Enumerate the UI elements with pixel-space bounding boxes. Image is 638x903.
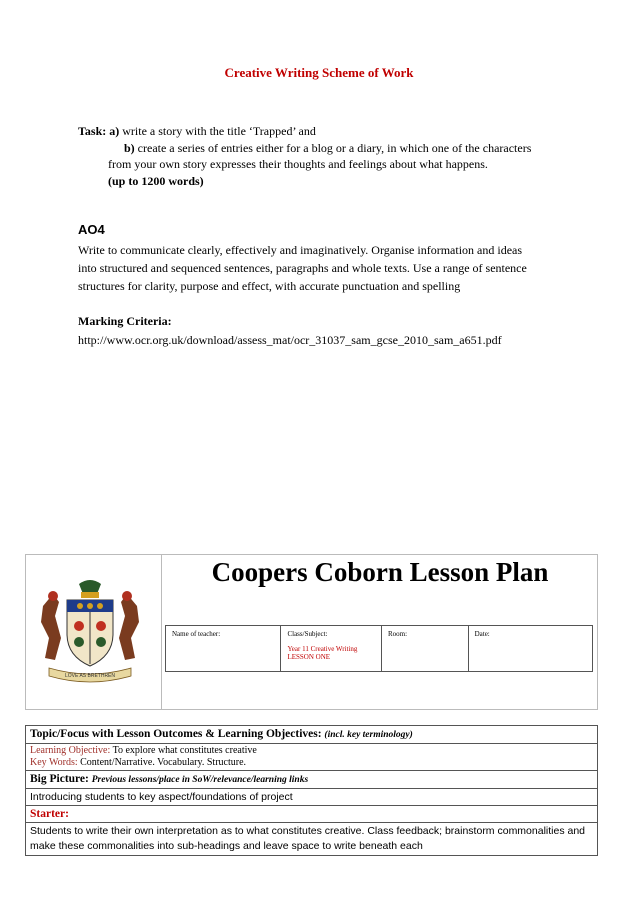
school-crest-cell	[25, 554, 162, 710]
starter-text: Students to write their own interpretation as to what constitutes creative. Class feedback; brainstorm commonalities and make these commonalities into sub-headings and leave space to write beneath each	[30, 825, 586, 852]
task-section	[78, 123, 531, 189]
big-picture-row	[26, 771, 597, 789]
marking-criteria-link[interactable]: http://www.ocr.org.uk/download/assess_mat/ocr_31037_sam_gcse_2010_sam_a651.pdf	[78, 333, 502, 347]
ao4-heading: AO4	[78, 222, 105, 237]
lesson-info-table	[165, 625, 593, 672]
ao4-line: into structured and sequenced sentences, paragraphs and whole texts. Use a range of sentence	[78, 261, 527, 275]
ao4-line: Write to communicate clearly, effectively and imaginatively. Organise information and ideas	[78, 243, 523, 257]
school-crest-logo	[35, 576, 145, 688]
task-label: Task:	[78, 124, 107, 138]
big-picture-text-row[interactable]	[26, 789, 597, 806]
task-b-continuation: from your own story expresses their thoughts and feelings about what happens.	[108, 157, 488, 171]
document-title: Creative Writing Scheme of Work	[224, 65, 414, 80]
room-cell[interactable]	[382, 626, 469, 671]
task-a-label: a)	[109, 124, 120, 138]
class-label: Class/Subject:	[287, 630, 328, 638]
starter-row	[26, 806, 597, 823]
word-limit: (up to 1200 words)	[108, 173, 204, 188]
marking-criteria-heading: Marking Criteria:	[78, 314, 172, 328]
starter-heading: Starter:	[30, 808, 69, 820]
lesson-details-table	[25, 725, 598, 856]
big-picture-text: Introducing students to key aspect/foundations of project	[30, 791, 293, 803]
lesson-plan-title: Coopers Coborn Lesson Plan	[211, 557, 549, 587]
date-label: Date:	[474, 630, 490, 638]
ao4-description	[78, 241, 558, 295]
teacher-label: Name of teacher:	[172, 630, 221, 638]
big-picture-heading: Big Picture:	[30, 773, 89, 785]
lesson-number: LESSON ONE	[287, 653, 331, 661]
big-picture-note: Previous lessons/place in SoW/relevance/learning links	[91, 775, 309, 785]
keywords-label: Key Words:	[30, 757, 78, 768]
topic-heading: Topic/Focus with Lesson Outcomes & Learning Objectives:	[30, 728, 322, 740]
keywords-text: Content/Narrative. Vocabulary. Structure.	[77, 757, 247, 768]
task-a-text: write a story with the title ‘Trapped’ and	[119, 124, 316, 138]
motto-text: LOVE AS BRETHREN	[64, 673, 116, 679]
room-label: Room:	[387, 630, 408, 638]
teacher-name-cell[interactable]	[166, 626, 281, 671]
starter-text-row[interactable]	[26, 823, 597, 855]
task-b-label: b)	[124, 140, 135, 155]
objective-row[interactable]	[26, 744, 597, 771]
task-b-text: create a series of entries either for a blog or a diary, in which one of the characters	[134, 140, 532, 155]
topic-row	[26, 726, 597, 744]
ao4-line: structures for clarity, purpose and effect, with accurate punctuation and spelling	[78, 279, 461, 293]
topic-note: (incl. key terminology)	[324, 730, 413, 740]
date-cell[interactable]	[469, 626, 592, 671]
objective-label: Learning Objective:	[30, 745, 111, 756]
objective-text: To explore what constitutes creative	[110, 745, 257, 756]
class-subject-cell[interactable]	[281, 626, 382, 671]
class-value: Year 11 Creative Writing	[287, 645, 358, 653]
